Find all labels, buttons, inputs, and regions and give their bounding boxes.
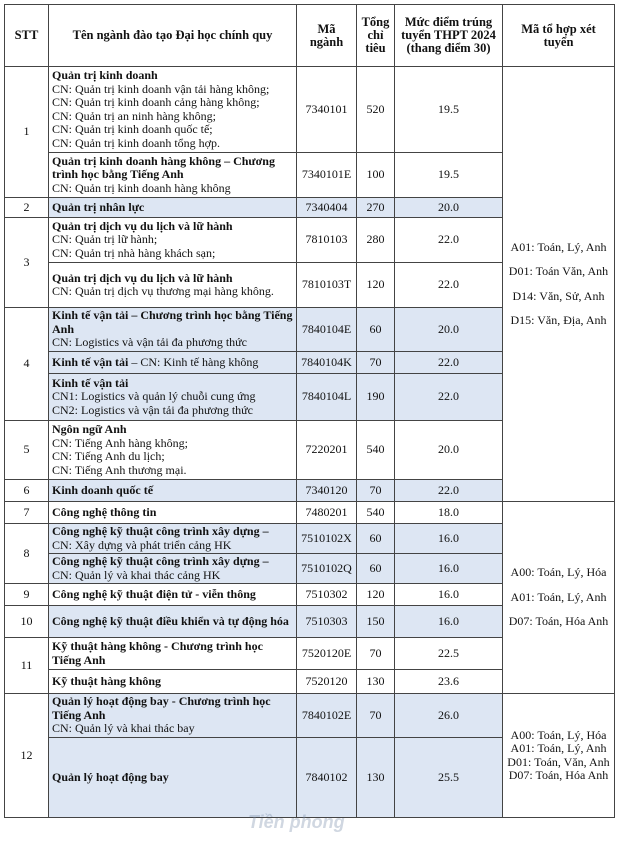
stt-cell: 1 — [5, 67, 49, 198]
code-cell: 7840104E — [297, 308, 357, 352]
program-name-cell — [49, 606, 297, 638]
program-sub: CN: Quản lý và khai thác bay — [52, 721, 195, 736]
combo-item: A00: Toán, Lý, Hóa — [510, 727, 607, 742]
program-title: Ngôn ngữ Anh — [52, 422, 127, 436]
program-name-cell — [49, 421, 297, 480]
program-sub: CN: Tiếng Anh du lịch; — [52, 449, 165, 463]
table-row — [5, 694, 615, 738]
stt-cell: 10 — [5, 606, 49, 638]
score-cell: 22.5 — [395, 638, 503, 670]
stt-cell: 4 — [5, 308, 49, 421]
program-sub: CN: Quản trị dịch vụ thương mại hàng không. — [52, 284, 274, 298]
score-cell: 20.0 — [395, 421, 503, 480]
code-cell: 7840102E — [297, 694, 357, 738]
program-sub: CN: Tiếng Anh thương mại. — [52, 462, 187, 477]
code-cell: 7810103T — [297, 263, 357, 308]
program-name-cell — [49, 738, 297, 818]
score-cell: 22.0 — [395, 218, 503, 263]
program-sub: CN2: Logistics và vận tải đa phương thức — [52, 402, 253, 417]
code-cell: 7840104L — [297, 374, 357, 421]
quota-cell: 150 — [357, 606, 395, 638]
stt-cell: 5 — [5, 421, 49, 480]
quota-cell: 120 — [357, 584, 395, 606]
score-cell: 16.0 — [395, 554, 503, 584]
combo-item: D01: Toán, Văn, Anh — [507, 754, 610, 769]
quota-cell: 70 — [357, 352, 395, 374]
quota-cell: 100 — [357, 153, 395, 198]
code-cell: 7520120E — [297, 638, 357, 670]
program-title: Quản trị dịch vụ du lịch và lữ hành — [52, 218, 233, 233]
program-name-cell — [49, 694, 297, 738]
quota-cell: 280 — [357, 218, 395, 263]
program-title: Quản trị kinh doanh — [52, 68, 158, 82]
program-name-cell — [49, 670, 297, 694]
score-cell: 26.0 — [395, 694, 503, 738]
program-title: Quản trị nhân lực — [52, 199, 145, 214]
code-cell: 7340404 — [297, 198, 357, 218]
header-code: Mã ngành — [297, 5, 357, 67]
code-cell: 7340101 — [297, 67, 357, 153]
quota-cell: 520 — [357, 67, 395, 153]
program-sub: CN: Quản trị nhà hàng khách sạn; — [52, 245, 216, 260]
program-title: Kinh doanh quốc tế — [52, 482, 154, 497]
quota-cell: 130 — [357, 738, 395, 818]
score-cell: 22.0 — [395, 374, 503, 421]
header-name: Tên ngành đào tạo Đại học chính quy — [49, 5, 297, 67]
score-cell: 16.0 — [395, 584, 503, 606]
quota-cell: 540 — [357, 421, 395, 480]
header-combo: Mã tổ hợp xét tuyển — [503, 5, 615, 67]
quota-cell: 60 — [357, 554, 395, 584]
program-sub: CN: Quản trị lữ hành; — [52, 232, 158, 247]
program-title: Quản lý hoạt động bay — [52, 769, 169, 784]
program-sub: CN: Quản trị kinh doanh quốc tế; — [52, 122, 213, 136]
code-cell: 7510102Q — [297, 554, 357, 584]
code-cell: 7810103 — [297, 218, 357, 263]
score-cell: 22.0 — [395, 263, 503, 308]
combo-cell — [503, 694, 615, 818]
code-cell: 7340120 — [297, 480, 357, 502]
code-cell: 7480201 — [297, 502, 357, 524]
table-row — [5, 67, 615, 153]
quota-cell: 70 — [357, 480, 395, 502]
header-row — [5, 5, 615, 67]
program-title: Công nghệ kỹ thuật công trình xây dựng – — [52, 524, 269, 538]
quota-cell: 60 — [357, 308, 395, 352]
stt-cell: 6 — [5, 480, 49, 502]
program-sub: CN1: Logistics và quản lý chuỗi cung ứng — [52, 389, 256, 404]
quota-cell: 70 — [357, 694, 395, 738]
program-sub: CN: Tiếng Anh hàng không; — [52, 435, 189, 450]
combo-item: A00: Toán, Lý, Hóa — [510, 565, 607, 580]
program-sub: CN: Quản trị kinh doanh tổng hợp. — [52, 135, 220, 150]
program-sub: CN: Quản trị kinh doanh cảng hàng không; — [52, 95, 260, 109]
program-name-cell — [49, 263, 297, 308]
program-title: Kỹ thuật hàng không - Chương trình học Tiếng Anh — [52, 639, 263, 667]
program-name-cell — [49, 218, 297, 263]
score-cell: 22.0 — [395, 352, 503, 374]
program-name-cell — [49, 584, 297, 606]
stt-cell: 3 — [5, 218, 49, 308]
score-cell: 22.0 — [395, 480, 503, 502]
stt-cell: 11 — [5, 638, 49, 694]
program-title: Công nghệ kỹ thuật điện tử - viễn thông — [52, 586, 256, 601]
quota-cell: 130 — [357, 670, 395, 694]
combo-item: A01: Toán, Lý, Anh — [510, 741, 607, 755]
code-cell: 7520120 — [297, 670, 357, 694]
program-sub: CN: Xây dựng và phát triển cảng HK — [52, 537, 232, 552]
code-cell: 7510303 — [297, 606, 357, 638]
program-title: Kinh tế vận tải — [52, 354, 129, 369]
code-cell: 7220201 — [297, 421, 357, 480]
quota-cell: 190 — [357, 374, 395, 421]
program-name-cell — [49, 524, 297, 554]
program-sub: CN: Quản lý và khai thác cảng HK — [52, 567, 221, 582]
score-cell: 16.0 — [395, 606, 503, 638]
program-sub: CN: Quản trị kinh doanh vận tải hàng không; — [52, 81, 270, 96]
score-cell: 19.5 — [395, 67, 503, 153]
score-cell: 23.6 — [395, 670, 503, 694]
program-title: Kỹ thuật hàng không — [52, 673, 162, 688]
program-title: Công nghệ kỹ thuật điều khiển và tự động hóa — [52, 613, 289, 628]
score-cell: 19.5 — [395, 153, 503, 198]
header-score: Mức điểm trúng tuyển THPT 2024 (thang điểm 30) — [395, 5, 503, 67]
program-name-cell — [49, 480, 297, 502]
combo-item: D15: Văn, Địa, Anh — [510, 313, 607, 327]
quota-cell: 120 — [357, 263, 395, 308]
quota-cell: 270 — [357, 198, 395, 218]
header-stt: STT — [5, 5, 49, 67]
stt-cell: 8 — [5, 524, 49, 584]
score-cell: 20.0 — [395, 198, 503, 218]
admission-table — [4, 4, 615, 818]
code-cell: 7510102X — [297, 524, 357, 554]
combo-cell — [503, 67, 615, 502]
code-cell: 7510302 — [297, 584, 357, 606]
combo-item: A01: Toán, Lý, Anh — [510, 589, 607, 604]
program-title: Công nghệ thông tin — [52, 504, 157, 519]
stt-cell: 12 — [5, 694, 49, 818]
score-cell: 25.5 — [395, 738, 503, 818]
program-name-cell — [49, 153, 297, 198]
table-row — [5, 502, 615, 524]
program-name-cell — [49, 67, 297, 153]
program-title: Kinh tế vận tải — [52, 375, 129, 390]
program-title: Quản lý hoạt động bay - Chương trình học Tiếng Anh — [52, 694, 271, 722]
combo-item: A01: Toán, Lý, Anh — [510, 239, 607, 254]
program-name-cell — [49, 638, 297, 670]
quota-cell: 60 — [357, 524, 395, 554]
quota-cell: 70 — [357, 638, 395, 670]
stt-cell: 7 — [5, 502, 49, 524]
score-cell: 16.0 — [395, 524, 503, 554]
combo-item: D07: Toán, Hóa Anh — [508, 614, 609, 629]
code-cell: 7840104K — [297, 352, 357, 374]
combo-item: D01: Toán Văn, Anh — [508, 264, 609, 278]
code-cell: 7340101E — [297, 153, 357, 198]
score-cell: 20.0 — [395, 308, 503, 352]
combo-item: D14: Văn, Sử, Anh — [512, 288, 605, 303]
program-name-cell — [49, 352, 297, 374]
program-sub: CN: Quản trị kinh doanh hàng không — [52, 180, 231, 195]
quota-cell: 540 — [357, 502, 395, 524]
program-title: Quản trị kinh doanh hàng không – Chương trình học bằng Tiếng Anh — [52, 153, 275, 182]
program-title: Công nghệ kỹ thuật công trình xây dựng – — [52, 554, 269, 568]
combo-cell — [503, 502, 615, 694]
program-inline-sub: – CN: Kinh tế hàng không — [128, 354, 259, 369]
program-title: Kinh tế vận tải – Chương trình học bằng Tiếng Anh — [52, 308, 293, 336]
program-sub: CN: Quản trị an ninh hàng không; — [52, 108, 216, 123]
stt-cell: 2 — [5, 198, 49, 218]
program-name-cell — [49, 308, 297, 352]
header-quota: Tổng chỉ tiêu — [357, 5, 395, 67]
program-sub: CN: Logistics và vận tải đa phương thức — [52, 335, 247, 350]
watermark-logo: Tiền phong — [248, 812, 345, 832]
combo-item: D07: Toán, Hóa Anh — [508, 768, 609, 782]
code-cell: 7840102 — [297, 738, 357, 818]
program-name-cell — [49, 502, 297, 524]
program-name-cell — [49, 554, 297, 584]
program-title: Quản trị dịch vụ du lịch và lữ hành — [52, 270, 233, 285]
program-name-cell — [49, 374, 297, 421]
program-name-cell — [49, 198, 297, 218]
stt-cell: 9 — [5, 584, 49, 606]
score-cell: 18.0 — [395, 502, 503, 524]
